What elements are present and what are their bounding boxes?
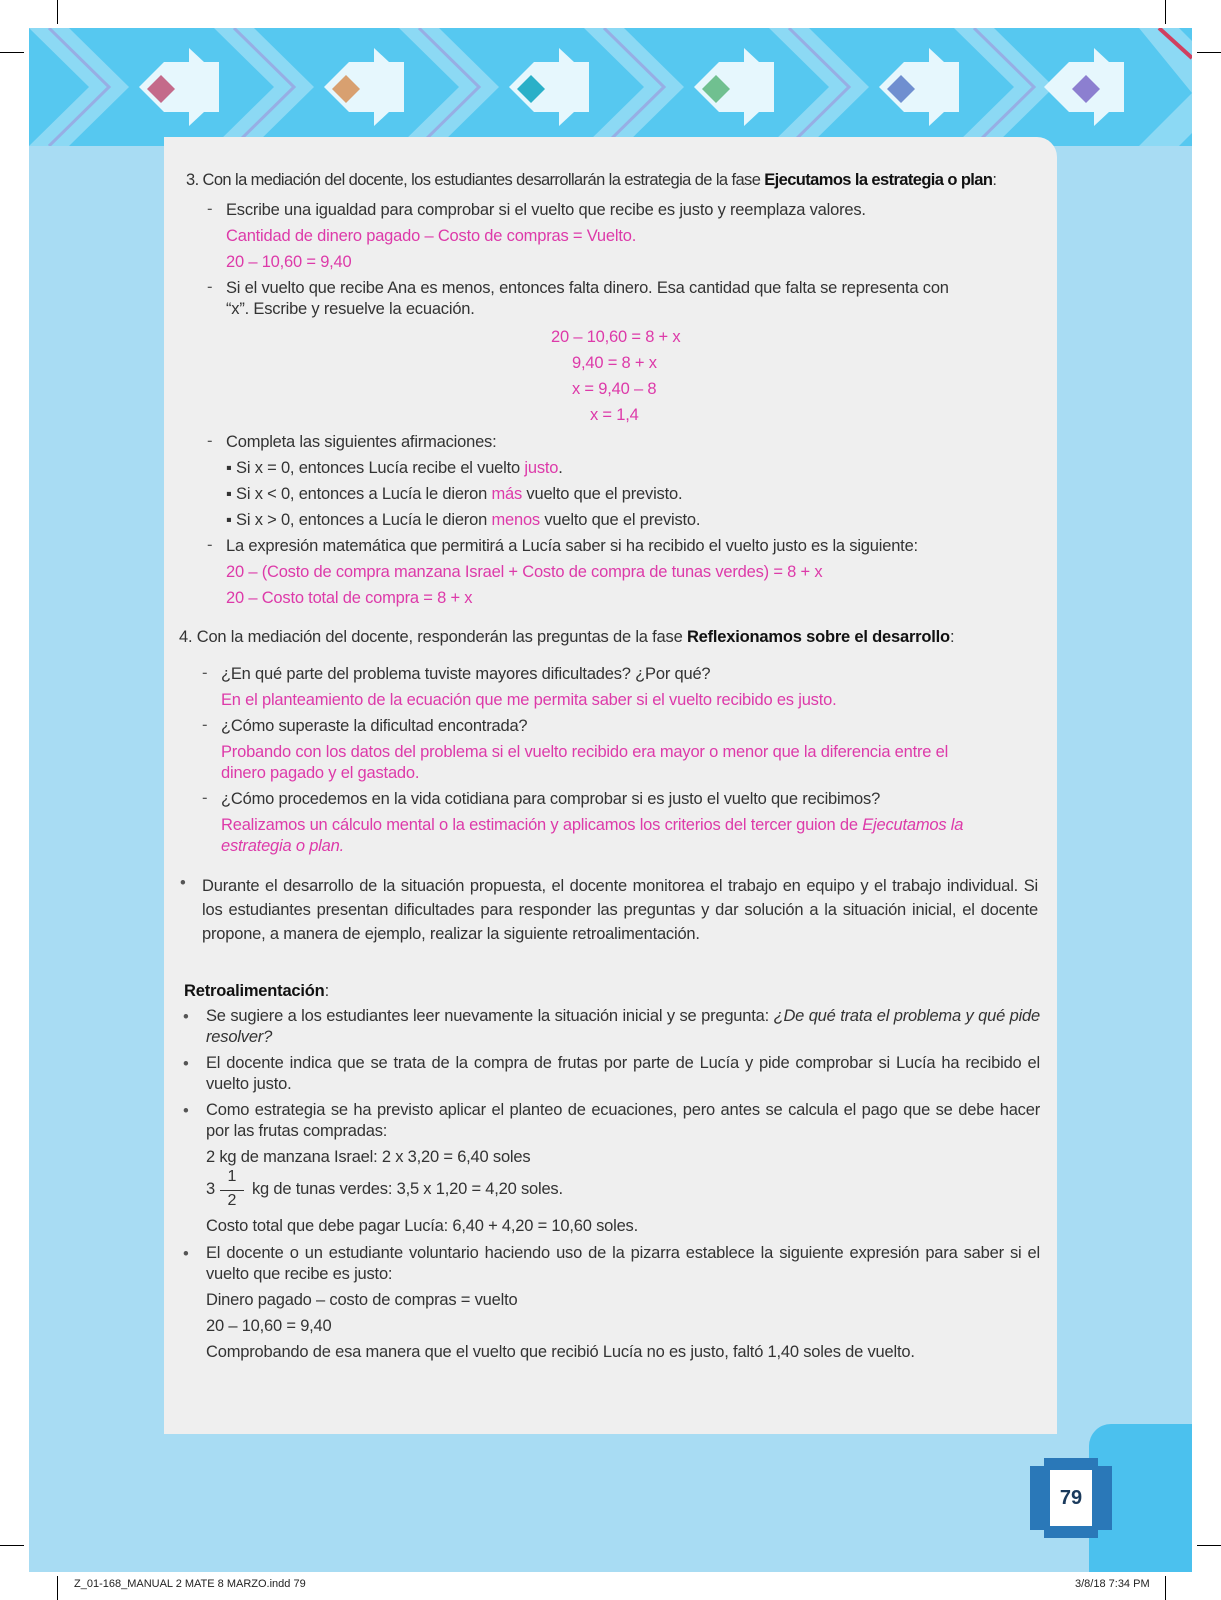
phase-name: Ejecutamos la estrategia o plan (764, 171, 993, 189)
bullet-glyph: ▪ (226, 459, 237, 477)
dash-marker: - (202, 716, 208, 734)
calculation-line: 20 – 10,60 = 9,40 (206, 1317, 332, 1335)
calculation-line: 2 kg de manzana Israel: 2 x 3,20 = 6,40 soles (206, 1148, 531, 1166)
decorative-banner (29, 28, 1192, 146)
bullet-glyph: • (183, 1008, 189, 1026)
bullet-glyph: ▪ (226, 485, 237, 503)
retro-bullet-4: El docente o un estudiante voluntario haciendo uso de la pizarra establece la siguiente expresión para saber si el vuelto que recibe es justo: (206, 1244, 1040, 1283)
fraction-denominator: 2 (227, 1192, 237, 1209)
statement-text: vuelto que el previsto. (522, 485, 683, 503)
dash-marker: - (207, 432, 213, 450)
task-instruction: Si el vuelto que recibe Ana es menos, entonces falta dinero. Esa cantidad que falta se representa con (226, 279, 949, 297)
equation-line: 9,40 = 8 + x (572, 354, 657, 372)
dash-marker: - (207, 536, 213, 554)
calculation-line: Dinero pagado – costo de compras = vuelto (206, 1291, 518, 1309)
item4-intro (179, 628, 954, 647)
retro-bullet-1 (206, 1006, 1040, 1048)
crop-mark (0, 52, 24, 53)
calculation-line: Costo total que debe pagar Lucía: 6,40 + 4,20 = 10,60 soles. (206, 1217, 638, 1235)
bullet-italic: ¿De qué trata el problema y qué pide resolver? (206, 1007, 1041, 1046)
task-instruction: “x”. Escribe y resuelve la ecuación. (226, 300, 475, 318)
answer-italic: Ejecutamos la (862, 816, 964, 834)
task-instruction: Escribe una igualdad para comprobar si el vuelto que recibe es justo y reemplaza valores. (226, 201, 866, 219)
item4-intro-text: 4. Con la mediación del docente, responderán las preguntas de la fase (179, 628, 687, 646)
statement-text: . (558, 459, 563, 477)
statement-2 (226, 485, 682, 504)
bullet-glyph: ▪ (226, 511, 237, 529)
conclusion-line: Comprobando de esa manera que el vuelto que recibió Lucía no es justo, faltó 1,40 soles de vuelto. (206, 1343, 915, 1361)
question: ¿En qué parte del problema tuviste mayores dificultades? ¿Por qué? (221, 665, 711, 683)
item3-intro (186, 171, 996, 190)
crop-mark (1165, 1576, 1166, 1600)
answer-line (221, 816, 963, 835)
answer-line: estrategia o plan. (221, 837, 344, 855)
task-instruction: Completa las siguientes afirmaciones: (226, 433, 497, 451)
crop-mark (0, 1545, 24, 1546)
retro-bullet-2: El docente indica que se trata de la compra de frutas por parte de Lucía y pide comprobar si Lucía ha recibido el vuelto justo. (206, 1054, 1040, 1093)
answer-line: dinero pagado y el gastado. (221, 764, 420, 782)
statement-1 (226, 459, 563, 478)
footer-date: 3/8/18 7:34 PM (1075, 1578, 1150, 1590)
colon: : (324, 982, 329, 1000)
task-instruction: La expresión matemática que permitirá a Lucía saber si ha recibido el vuelto justo es la siguiente: (226, 537, 918, 555)
dash-marker: - (207, 278, 213, 296)
crop-mark (1197, 52, 1221, 53)
question: ¿Cómo superaste la dificultad encontrada? (221, 717, 528, 735)
mixed-number-whole: 3 (206, 1180, 215, 1198)
answer-line: Probando con los datos del problema si el vuelto recibido era mayor o menor que la diferencia entre el (221, 743, 949, 761)
item3-intro-text: 3. Con la mediación del docente, los estudiantes desarrollarán la estrategia de la fase (186, 171, 765, 189)
question: ¿Cómo procedemos en la vida cotidiana para comprobar si es justo el vuelto que recibimos? (221, 790, 881, 808)
statement-text: vuelto que el previsto. (539, 511, 701, 529)
section-title: Retroalimentación (184, 982, 325, 1000)
bullet-glyph: • (183, 1055, 189, 1073)
statement-answer: justo (524, 459, 559, 477)
dash-marker: - (207, 200, 213, 218)
calculation-line: kg de tunas verdes: 3,5 x 1,20 = 4,20 soles. (252, 1180, 563, 1198)
crop-mark (1165, 0, 1166, 24)
statement-3 (226, 511, 700, 530)
dash-marker: - (202, 789, 208, 807)
answer-line: Cantidad de dinero pagado – Costo de compras = Vuelto. (226, 227, 637, 245)
retro-heading (184, 982, 329, 1001)
bullet-text: Se sugiere a los estudiantes leer nuevamente la situación inicial y se pregunta: (206, 1007, 774, 1025)
answer-line: En el planteamiento de la ecuación que me permita saber si el vuelto recibido es justo. (221, 691, 837, 709)
statement-text: Si x = 0, entonces Lucía recibe el vuelto (236, 459, 525, 477)
crop-mark (57, 0, 58, 24)
statement-answer: menos (491, 511, 540, 529)
statement-answer: más (491, 485, 523, 503)
equation-line: 20 – 10,60 = 8 + x (551, 328, 681, 346)
answer-line: 20 – (Costo de compra manzana Israel + Costo de compra de tunas verdes) = 8 + x (226, 563, 823, 581)
page-number: 79 (1059, 1487, 1083, 1509)
fraction-bar (220, 1190, 244, 1191)
retro-bullet-3: Como estrategia se ha previsto aplicar el planteo de ecuaciones, pero antes se calcula el pago que se debe hacer por las frutas compradas: (206, 1101, 1040, 1140)
phase-name: Reflexionamos sobre el desarrollo (686, 628, 950, 646)
colon: : (992, 171, 997, 189)
equation-line: x = 1,4 (590, 406, 639, 424)
bullet-glyph: • (183, 1102, 189, 1120)
crop-mark (1197, 1545, 1221, 1546)
answer-line: 20 – Costo total de compra = 8 + x (226, 589, 473, 607)
bullet-glyph: • (183, 1245, 189, 1263)
bullet-glyph: • (180, 874, 186, 892)
equation-line: x = 9,40 – 8 (572, 380, 657, 398)
fraction-numerator: 1 (227, 1168, 237, 1185)
answer-line: 20 – 10,60 = 9,40 (226, 253, 352, 271)
crop-mark (57, 1576, 58, 1600)
statement-text: Si x < 0, entonces a Lucía le dieron (236, 485, 492, 503)
monitoring-paragraph: Durante el desarrollo de la situación propuesta, el docente monitorea el trabajo en equipo y el trabajo individual. Si los estudiantes presentan dificultades para responder las preguntas y dar solución a la situación inicial, el docente propone, a manera de ejemplo, realizar la siguiente retroalimentación. (202, 877, 1038, 943)
statement-text: Si x > 0, entonces a Lucía le dieron (236, 511, 492, 529)
dash-marker: - (202, 664, 208, 682)
footer-filename: Z_01-168_MANUAL 2 MATE 8 MARZO.indd 79 (74, 1578, 306, 1590)
answer-text: Realizamos un cálculo mental o la estimación y aplicamos los criterios del tercer guion de (221, 816, 863, 834)
colon: : (949, 628, 955, 646)
